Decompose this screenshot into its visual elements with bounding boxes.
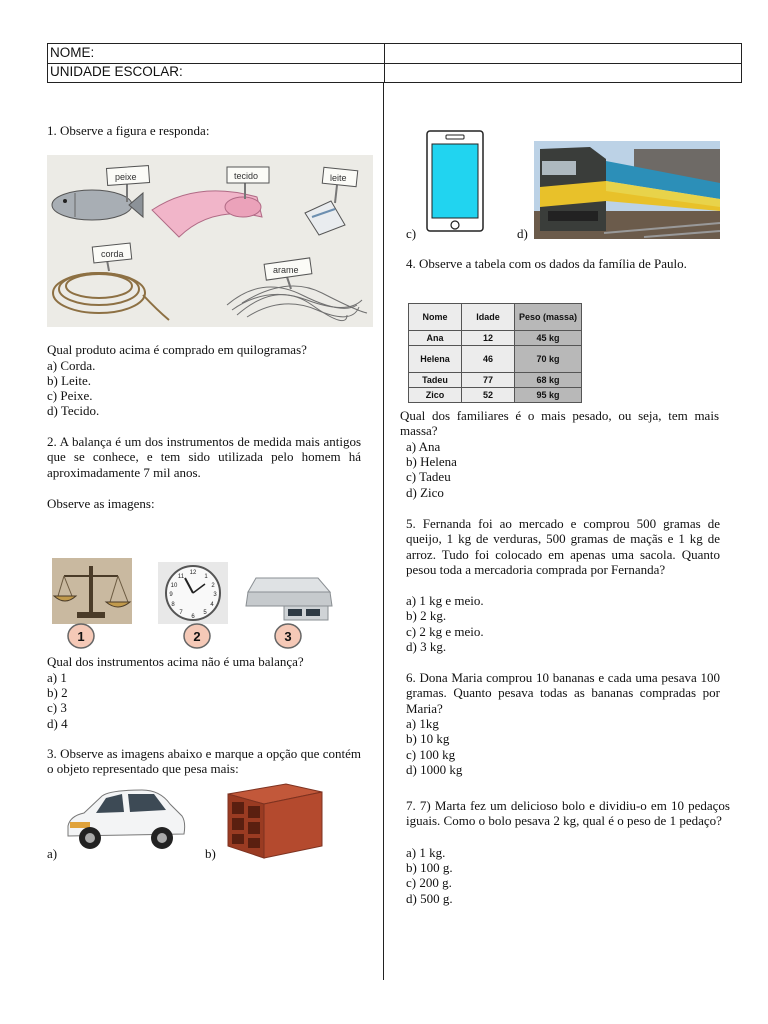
table-row xyxy=(409,388,582,403)
image-1-number: 1 xyxy=(77,629,85,644)
q3-stem: 3. Observe as imagens abaixo e marque a opção que contém o objeto representado que pesa mais: xyxy=(47,746,361,777)
family-weight-table xyxy=(408,303,582,403)
q6-option-c: c) 100 kg xyxy=(406,747,456,762)
q4-option-a: a) Ana xyxy=(406,439,441,454)
fabric-tag-label: tecido xyxy=(234,171,259,181)
q3-option-c-label: c) xyxy=(406,226,417,241)
school-label: UNIDADE ESCOLAR: xyxy=(50,64,183,79)
q1-products-figure xyxy=(47,155,373,327)
header-divider xyxy=(384,44,385,82)
q6-option-a: a) 1kg xyxy=(406,716,439,731)
cell-weight: 45 kg xyxy=(515,331,582,346)
table-row xyxy=(409,346,582,373)
svg-text:8: 8 xyxy=(171,602,175,608)
q2-observe: Observe as imagens: xyxy=(47,496,155,511)
svg-text:4: 4 xyxy=(210,602,214,608)
wire-tag-label: arame xyxy=(273,265,299,275)
svg-text:1: 1 xyxy=(204,574,208,580)
q6-stem: 6. Dona Maria comprou 10 bananas e cada uma pesava 100 gramas. Quanto pesava todas as bananas compradas por Maria? xyxy=(406,670,720,716)
cell-age: 52 xyxy=(462,388,515,403)
image-3-number: 3 xyxy=(284,629,292,644)
svg-text:2: 2 xyxy=(211,583,215,589)
q2-option-c: c) 3 xyxy=(47,700,67,715)
cell-age: 12 xyxy=(462,331,515,346)
cell-name: Helena xyxy=(409,346,462,373)
cell-name: Ana xyxy=(409,331,462,346)
q4-option-c: c) Tadeu xyxy=(406,469,451,484)
column-divider xyxy=(383,83,384,980)
svg-text:5: 5 xyxy=(203,610,207,616)
q3-option-a-label: a) xyxy=(47,846,58,861)
q5-option-c: c) 2 kg e meio. xyxy=(406,624,484,639)
table-row xyxy=(409,373,582,388)
q4-option-d: d) Zico xyxy=(406,485,444,500)
q3-option-d-label: d) xyxy=(517,226,528,241)
q5-option-d: d) 3 kg. xyxy=(406,639,447,654)
q1-option-a: a) Corda. xyxy=(47,358,96,373)
image-2-number: 2 xyxy=(193,629,201,644)
q4-stem: 4. Observe a tabela com os dados da família de Paulo. xyxy=(406,256,687,271)
q5-option-a: a) 1 kg e meio. xyxy=(406,593,484,608)
q2-option-d: d) 4 xyxy=(47,716,68,731)
q7-option-c: c) 200 g. xyxy=(406,875,452,890)
q4-option-b: b) Helena xyxy=(406,454,457,469)
q1-option-c: c) Peixe. xyxy=(47,388,93,403)
student-info-box xyxy=(47,43,742,83)
image-1-badge xyxy=(66,622,96,650)
cell-name: Tadeu xyxy=(409,373,462,388)
svg-text:12: 12 xyxy=(189,570,197,576)
table-row xyxy=(409,331,582,346)
q1-question: Qual produto acima é comprado em quilogramas? xyxy=(47,342,307,357)
svg-text:11: 11 xyxy=(177,574,185,580)
school-row xyxy=(48,63,741,82)
train-image xyxy=(534,141,720,239)
q2-question: Qual dos instrumentos acima não é uma balança? xyxy=(47,654,304,669)
q2-stem: 2. A balança é um dos instrumentos de medida mais antigos que se conhece, e tem sido utilizada pelo homem há aproximadamente 7 mil anos. xyxy=(47,434,361,480)
q2-option-a: a) 1 xyxy=(47,670,67,685)
q7-option-a: a) 1 kg. xyxy=(406,845,446,860)
q2-option-b: b) 2 xyxy=(47,685,68,700)
q1-stem: 1. Observe a figura e responda: xyxy=(47,123,210,138)
image-3-badge xyxy=(273,622,303,650)
q4-question: Qual dos familiares é o mais pesado, ou seja, tem mais massa? xyxy=(400,408,719,439)
digital-scale-image xyxy=(244,572,336,624)
milk-tag-label: leite xyxy=(330,173,347,183)
smartphone-image xyxy=(426,130,484,232)
q7-option-b: b) 100 g. xyxy=(406,860,453,875)
name-row xyxy=(48,44,741,64)
cell-name: Zico xyxy=(409,388,462,403)
q5-stem: 5. Fernanda foi ao mercado e comprou 500 gramas de queijo, 1 kg de verduras, 500 gramas de maçãs e 1 kg de arroz. Tudo foi colocado em apenas uma sacola. Quanto pesou toda a mercadoria comprada por Fernanda? xyxy=(406,516,720,578)
cell-weight: 95 kg xyxy=(515,388,582,403)
header-name: Nome xyxy=(409,304,462,331)
header-age: Idade xyxy=(462,304,515,331)
header-weight: Peso (massa) xyxy=(515,304,582,331)
table-header-row xyxy=(409,304,582,331)
q1-option-b: b) Leite. xyxy=(47,373,92,388)
q3-option-b-label: b) xyxy=(205,846,216,861)
clock-image xyxy=(158,562,228,624)
svg-text:9: 9 xyxy=(169,592,173,598)
cell-weight: 68 kg xyxy=(515,373,582,388)
svg-text:7: 7 xyxy=(179,610,183,616)
q7-option-d: d) 500 g. xyxy=(406,891,453,906)
svg-text:10: 10 xyxy=(170,583,178,589)
name-label: NOME: xyxy=(50,45,95,60)
svg-text:3: 3 xyxy=(213,592,217,598)
rope-tag-label: corda xyxy=(101,249,124,259)
fish-tag-label: peixe xyxy=(115,172,137,182)
q1-option-d: d) Tecido. xyxy=(47,403,100,418)
cell-age: 46 xyxy=(462,346,515,373)
q7-stem: 7. 7) Marta fez um delicioso bolo e dividiu-o em 10 pedaços iguais. Como o bolo pesava 2 kg, qual é o peso de 1 pedaço? xyxy=(406,798,730,829)
cell-weight: 70 kg xyxy=(515,346,582,373)
cell-age: 77 xyxy=(462,373,515,388)
image-2-badge xyxy=(182,622,212,650)
q6-option-d: d) 1000 kg xyxy=(406,762,463,777)
balance-scale-image xyxy=(52,558,132,624)
svg-text:6: 6 xyxy=(191,614,195,620)
q5-option-b: b) 2 kg. xyxy=(406,608,447,623)
car-image xyxy=(62,786,188,856)
q6-option-b: b) 10 kg xyxy=(406,731,450,746)
brick-image xyxy=(224,780,324,860)
